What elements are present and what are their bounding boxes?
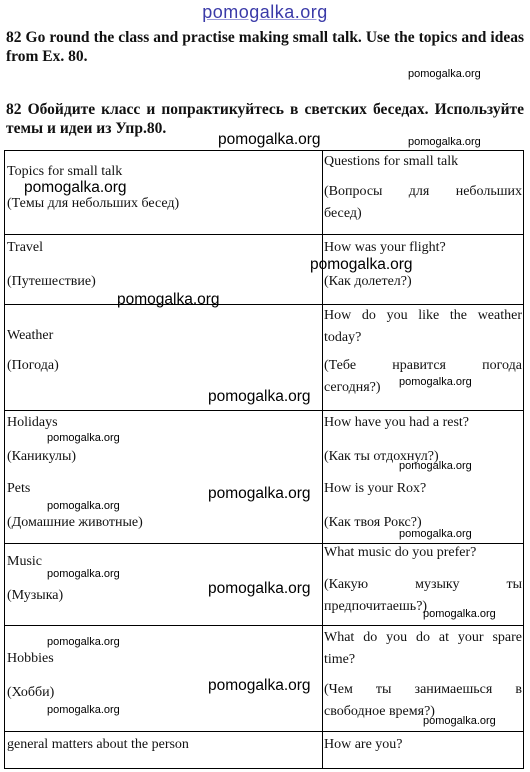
header-questions-ru-line2: бесед) <box>324 206 362 221</box>
question-ru-line2: свободное время?) <box>324 704 435 719</box>
question-en: How have you had a rest? <box>324 415 470 430</box>
task-russian: 82 Обойдите класс и попрактикуйтесь в светских беседах. Используйте темы и идеи из Упр.80. <box>6 101 524 137</box>
watermark: pomogalka.org <box>408 68 481 80</box>
question2-en: How is your Rox? <box>324 481 427 496</box>
watermark: pomogalka.org <box>117 291 220 308</box>
table-row-hobbies-topic <box>7 648 317 704</box>
question-ru-line2: предпочитаешь?) <box>324 599 428 614</box>
question-ru-line1: (Чем ты занимаешься в <box>324 682 522 697</box>
watermark: pomogalka.org <box>208 485 311 502</box>
watermark: pomogalka.org <box>399 528 472 540</box>
watermark: pomogalka.org <box>208 580 311 597</box>
header-topics-en: Topics for small talk <box>7 164 123 179</box>
question-en-line2: today? <box>324 330 362 345</box>
topic-en: Travel <box>7 240 44 255</box>
topic-ru: (Каникулы) <box>7 449 77 464</box>
topic-en: Holidays <box>7 415 58 430</box>
watermark: pomogalka.org <box>47 500 120 512</box>
table-row-hobbies-question <box>324 627 522 723</box>
topic-en: general matters about the person <box>7 737 189 752</box>
watermark: pomogalka.org <box>399 376 472 388</box>
watermark: pomogalka.org <box>47 636 120 648</box>
question-en: What music do you prefer? <box>324 545 477 560</box>
question-en-line1: How do you like the weather <box>324 308 522 323</box>
table-row-holidays-topic <box>7 412 317 534</box>
topic-ru: (Хобби) <box>7 685 55 700</box>
question-en-line1: What do you do at your spare <box>324 630 522 645</box>
question2-ru: (Как твоя Рокс?) <box>324 515 422 530</box>
row-divider <box>5 731 523 732</box>
topic-ru: (Путешествие) <box>7 274 96 289</box>
question-ru-line1: (Какую музыку ты <box>324 577 522 592</box>
header-questions-ru-line1: (Вопросы для небольших <box>324 184 522 199</box>
topic-ru: (Погода) <box>7 358 59 373</box>
table-header-right <box>324 151 522 225</box>
task-english: 82 Go round the class and practise making small talk. Use the topics and ideas from Ex. 80. <box>6 29 524 65</box>
question-ru: (Как долетел?) <box>324 274 412 289</box>
question-ru-line1: (Тебе нравится погода <box>324 358 522 373</box>
table-row-general-question <box>324 734 522 756</box>
row-divider <box>5 625 523 626</box>
topic-ru: (Музыка) <box>7 588 64 603</box>
question-en: How was your flight? <box>324 240 446 255</box>
topic-en: Hobbies <box>7 651 54 666</box>
watermark: pomogalka.org <box>423 715 496 727</box>
watermark: pomogalka.org <box>24 179 127 196</box>
site-header-watermark: pomogalka.org <box>202 2 328 22</box>
table-row-holidays-question <box>324 412 522 534</box>
header-topics-ru: (Темы для небольших бесед) <box>7 196 180 211</box>
question-ru: (Как ты отдохнул?) <box>324 449 439 464</box>
watermark: pomogalka.org <box>408 136 481 148</box>
column-divider <box>322 151 323 768</box>
row-divider <box>5 234 523 235</box>
watermark: pomogalka.org <box>310 256 413 273</box>
watermark: pomogalka.org <box>47 568 120 580</box>
question-ru-line2: сегодня?) <box>324 380 381 395</box>
watermark: pomogalka.org <box>47 704 120 716</box>
watermark: pomogalka.org <box>423 608 496 620</box>
topic-en: Weather <box>7 328 54 343</box>
watermark: pomogalka.org <box>208 388 311 405</box>
topic2-en: Pets <box>7 481 31 496</box>
question-en-line2: time? <box>324 652 356 667</box>
topic-en: Music <box>7 554 42 569</box>
question-en: How are you? <box>324 737 403 752</box>
watermark: pomogalka.org <box>47 432 120 444</box>
watermark: pomogalka.org <box>208 677 311 694</box>
topic2-ru: (Домашние животные) <box>7 515 143 530</box>
watermark: pomogalka.org <box>399 460 472 472</box>
header-questions-en: Questions for small talk <box>324 154 459 169</box>
table-row-general-topic <box>7 734 317 756</box>
table-row-travel-topic <box>7 237 317 293</box>
watermark: pomogalka.org <box>218 131 321 148</box>
table-row-weather-topic <box>7 325 317 377</box>
table-row-music-question <box>324 542 522 618</box>
row-divider <box>5 410 523 411</box>
